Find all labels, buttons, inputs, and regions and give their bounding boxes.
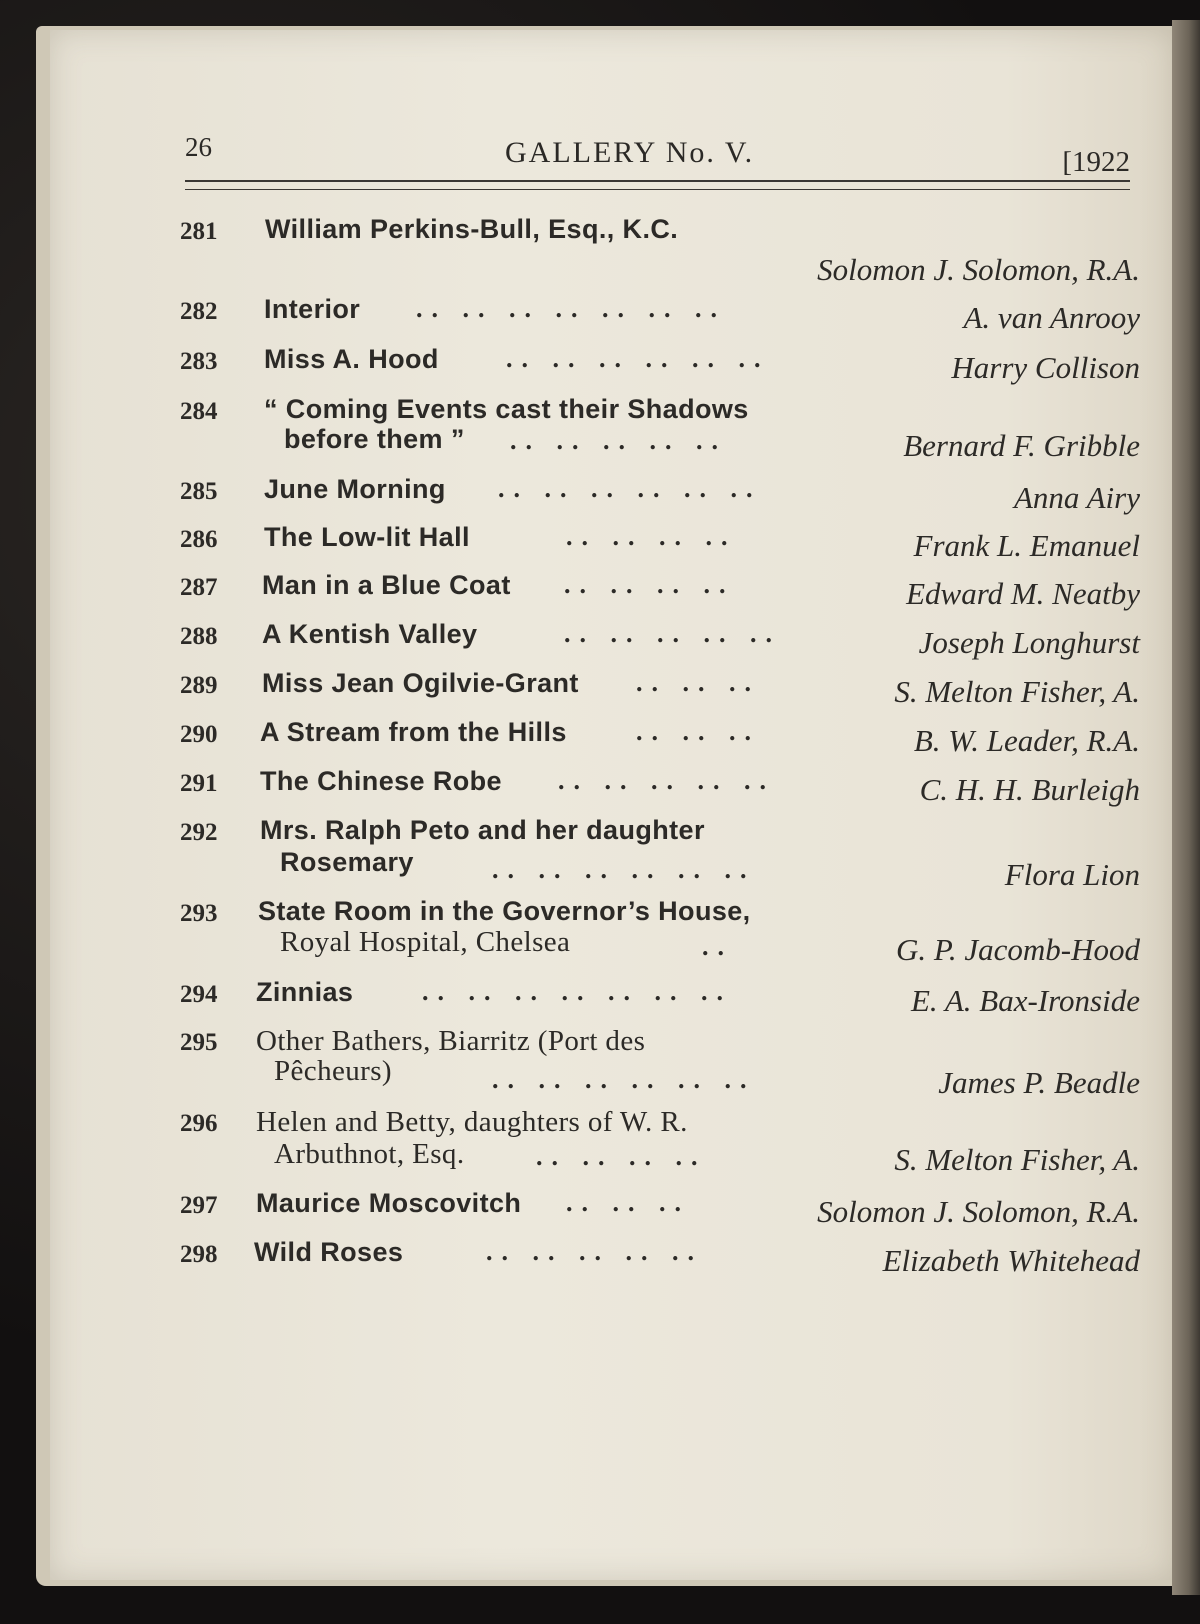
leader-dots: .. .. .. <box>636 717 760 746</box>
entry-artist: G. P. Jacomb-Hood <box>896 932 1140 967</box>
entry-artist: S. Melton Fisher, A. <box>894 674 1140 709</box>
entry-number: 284 <box>180 398 218 425</box>
entry-artist: Elizabeth Whitehead <box>882 1243 1140 1278</box>
catalogue-entry <box>180 394 1140 474</box>
entry-artist: C. H. H. Burleigh <box>919 772 1140 807</box>
catalogue-entry <box>180 1188 1140 1236</box>
leader-dots: .. .. .. <box>566 1188 690 1217</box>
entry-title: “ Coming Events cast their Shadows <box>264 394 749 424</box>
entry-artist: B. W. Leader, R.A. <box>913 723 1140 758</box>
catalogue-entry <box>180 344 1140 392</box>
leader-dots: .. .. .. .. .. <box>486 1237 703 1266</box>
entry-number: 297 <box>180 1192 218 1219</box>
entry-artist: Edward M. Neatby <box>906 576 1140 611</box>
entry-artist: Frank L. Emanuel <box>913 528 1140 563</box>
leader-dots: .. .. .. .. .. .. <box>506 344 770 373</box>
entry-number: 291 <box>180 770 218 797</box>
entry-number: 286 <box>180 526 218 553</box>
entry-title: William Perkins-Bull, Esq., K.C. <box>265 214 679 244</box>
entry-number: 290 <box>180 721 218 748</box>
catalogue-entry <box>180 1237 1140 1285</box>
entry-artist: S. Melton Fisher, A. <box>894 1142 1140 1177</box>
catalogue-entry <box>180 815 1140 895</box>
page-number: 26 <box>185 132 212 162</box>
entry-title: Helen and Betty, daughters of W. R. <box>256 1106 688 1138</box>
entry-number: 283 <box>180 348 218 375</box>
catalogue-entry <box>180 522 1140 570</box>
entry-number: 293 <box>180 900 218 927</box>
entry-artist: Harry Collison <box>951 350 1140 385</box>
page-header <box>185 128 1130 178</box>
entry-number: 285 <box>180 478 218 505</box>
entry-artist: E. A. Bax-Ironside <box>910 983 1140 1018</box>
leader-dots: .. .. .. .. .. .. <box>498 474 762 503</box>
catalogue-entry <box>180 474 1140 522</box>
entry-title: The Low-lit Hall <box>264 522 470 552</box>
catalogue-entry <box>180 294 1140 342</box>
entry-number: 281 <box>180 218 218 245</box>
leader-dots: .. .. .. .. <box>536 1142 707 1171</box>
entry-title: Interior <box>264 294 361 324</box>
entry-title: A Stream from the Hills <box>260 717 567 747</box>
entry-number: 289 <box>180 672 218 699</box>
entry-artist: Solomon J. Solomon, R.A. <box>817 1194 1140 1229</box>
entry-title: Miss Jean Ogilvie-Grant <box>262 668 579 698</box>
entry-artist: Solomon J. Solomon, R.A. <box>817 252 1140 287</box>
entry-number: 294 <box>180 981 218 1008</box>
entry-title: Other Bathers, Biarritz (Port des <box>256 1025 646 1057</box>
entry-title: June Morning <box>264 474 446 504</box>
entry-title-continued: Rosemary <box>280 847 414 877</box>
catalogue-entry <box>180 766 1140 814</box>
entry-artist: Anna Airy <box>1014 480 1140 515</box>
entry-title-continued: Pêcheurs) <box>274 1055 392 1087</box>
leader-dots: .. .. .. .. .. .. .. <box>416 294 726 323</box>
entry-number: 298 <box>180 1241 218 1268</box>
leader-dots: .. .. .. .. .. .. <box>492 1065 756 1094</box>
entry-title: Zinnias <box>256 977 354 1007</box>
entry-artist: Flora Lion <box>1004 857 1140 892</box>
entry-artist: Joseph Longhurst <box>918 625 1140 660</box>
header-rule <box>185 180 1130 190</box>
running-title: GALLERY No. V. <box>505 136 755 169</box>
entry-title-continued: Arbuthnot, Esq. <box>274 1138 465 1170</box>
leader-dots: .. .. .. .. .. <box>510 426 727 455</box>
entry-artist: Bernard F. Gribble <box>903 428 1140 463</box>
entry-artist: A. van Anrooy <box>963 300 1140 335</box>
leader-dots: .. .. .. .. .. <box>558 766 775 795</box>
catalogue-entry <box>180 717 1140 765</box>
year-label: [1922 <box>1062 146 1130 178</box>
entry-title: A Kentish Valley <box>262 619 478 649</box>
entry-title: The Chinese Robe <box>260 766 502 796</box>
catalogue-entry <box>180 977 1140 1025</box>
catalogue-entry <box>180 619 1140 667</box>
entry-artist: James P. Beadle <box>938 1065 1140 1100</box>
entry-number: 287 <box>180 574 218 601</box>
leader-dots: .. .. .. .. <box>564 570 735 599</box>
entry-number: 295 <box>180 1029 218 1056</box>
leader-dots: .. .. .. .. .. <box>564 619 781 648</box>
entry-title: Wild Roses <box>254 1237 404 1267</box>
entry-title-continued: before them ” <box>284 424 465 454</box>
catalogue-entry <box>180 1106 1140 1186</box>
leader-dots: .. .. .. .. <box>566 522 737 551</box>
entry-title: Miss A. Hood <box>264 344 439 374</box>
book-spine <box>1172 20 1200 1595</box>
catalogue-entry <box>180 896 1140 976</box>
entry-number: 296 <box>180 1110 218 1137</box>
catalogue-entry <box>180 668 1140 716</box>
leader-dots: .. <box>702 932 733 961</box>
entry-title: Mrs. Ralph Peto and her daughter <box>260 815 705 845</box>
leader-dots: .. .. .. <box>636 668 760 697</box>
entry-number: 292 <box>180 819 218 846</box>
entry-title: Man in a Blue Coat <box>262 570 511 600</box>
catalogue-entry <box>180 570 1140 618</box>
entry-number: 282 <box>180 298 218 325</box>
entry-title-continued: Royal Hospital, Chelsea <box>280 926 571 958</box>
leader-dots: .. .. .. .. .. .. .. <box>422 977 732 1006</box>
catalogue-entry <box>180 214 1140 294</box>
entry-title: Maurice Moscovitch <box>256 1188 522 1218</box>
catalogue-entry <box>180 1025 1140 1105</box>
entry-title: State Room in the Governor’s House, <box>258 896 751 926</box>
entry-number: 288 <box>180 623 218 650</box>
leader-dots: .. .. .. .. .. .. <box>492 855 756 884</box>
